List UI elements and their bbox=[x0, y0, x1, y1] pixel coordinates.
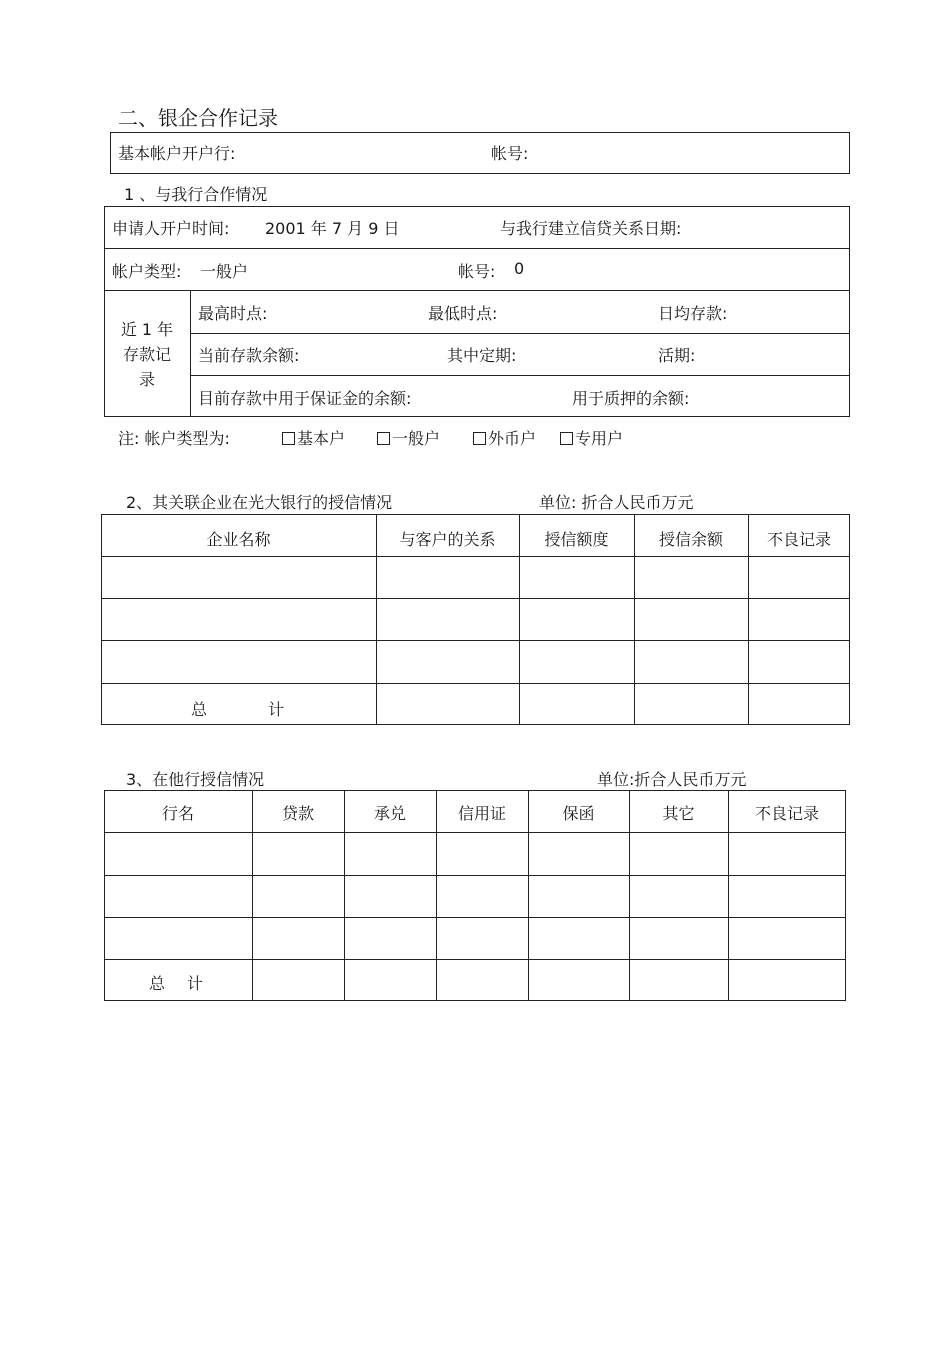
checkbox-label: 一般户 bbox=[392, 429, 441, 448]
account-type-label: 帐户类型: bbox=[112, 262, 182, 281]
s1-row-line bbox=[104, 290, 850, 291]
s3-row-line bbox=[104, 832, 846, 833]
section-title: 二、银企合作记录 bbox=[118, 106, 278, 130]
checkbox-foreign[interactable] bbox=[473, 426, 536, 449]
s2-header-cell: 不良记录 bbox=[766, 530, 831, 549]
s2-total-label: 总 bbox=[191, 700, 208, 719]
s2-unit: 单位: 折合人民币万元 bbox=[539, 493, 694, 512]
pledge-balance-label: 用于质押的余额: bbox=[572, 389, 690, 408]
s1-row-line bbox=[104, 248, 850, 249]
checkbox-label: 外币户 bbox=[488, 429, 537, 448]
credit-date-label: 与我行建立信贷关系日期: bbox=[500, 219, 682, 238]
s2-title: 2、其关联企业在光大银行的授信情况 bbox=[126, 493, 393, 512]
max-point-label: 最高时点: bbox=[198, 304, 268, 323]
s1-row-line bbox=[190, 333, 850, 334]
deposit-record-line: 存款记 bbox=[122, 345, 171, 364]
s3-header-cell: 贷款 bbox=[281, 804, 314, 823]
s3-header-cell: 行名 bbox=[161, 804, 194, 823]
s2-row-line bbox=[101, 556, 850, 557]
open-date-value: 2001 年 7 月 9 日 bbox=[265, 219, 400, 238]
fixed-term-label: 其中定期: bbox=[447, 346, 517, 365]
s2-header-cell: 授信额度 bbox=[544, 530, 609, 549]
s3-header-cell: 保函 bbox=[562, 804, 595, 823]
account-no-value: 0 bbox=[514, 259, 525, 278]
s1-title: 1 、与我行合作情况 bbox=[124, 185, 268, 204]
s3-row-line bbox=[104, 875, 846, 876]
s2-row-line bbox=[101, 683, 850, 684]
account-no-label: 帐号: bbox=[458, 262, 496, 281]
min-point-label: 最低时点: bbox=[428, 304, 498, 323]
deposit-record-label bbox=[104, 317, 190, 392]
checkbox-special[interactable] bbox=[560, 426, 623, 449]
daily-avg-label: 日均存款: bbox=[658, 304, 728, 323]
s3-header-cell: 不良记录 bbox=[754, 804, 819, 823]
checkbox-box[interactable] bbox=[377, 432, 390, 445]
demand-label: 活期: bbox=[658, 346, 696, 365]
s1-row-line bbox=[190, 375, 850, 376]
s3-row-line bbox=[104, 917, 846, 918]
account-type-value: 一般户 bbox=[200, 262, 249, 281]
checkbox-box[interactable] bbox=[473, 432, 486, 445]
checkbox-basic[interactable] bbox=[282, 426, 345, 449]
s3-header-cell: 信用证 bbox=[457, 804, 506, 823]
current-balance-label: 当前存款余额: bbox=[198, 346, 300, 365]
s3-unit: 单位:折合人民币万元 bbox=[597, 770, 747, 789]
s2-header-cell: 与客户的关系 bbox=[399, 530, 496, 549]
basic-account-label: 帐号: bbox=[491, 144, 529, 163]
s2-row-line bbox=[101, 640, 850, 641]
s1-col-line bbox=[190, 290, 191, 417]
checkbox-label: 基本户 bbox=[297, 429, 346, 448]
checkbox-label: 专用户 bbox=[575, 429, 624, 448]
s3-header-cell: 其它 bbox=[662, 804, 695, 823]
checkbox-box[interactable] bbox=[560, 432, 573, 445]
open-date-label: 申请人开户时间: bbox=[112, 219, 230, 238]
s3-row-line bbox=[104, 959, 846, 960]
basic-bank-label: 基本帐户开户行: bbox=[118, 144, 236, 163]
margin-balance-label: 目前存款中用于保证金的余额: bbox=[198, 389, 412, 408]
s3-total-label: 总 bbox=[149, 974, 166, 993]
note-prefix: 注: 帐户类型为: bbox=[118, 429, 230, 448]
s3-header-cell: 承兑 bbox=[373, 804, 406, 823]
s2-header-cell: 企业名称 bbox=[206, 530, 271, 549]
deposit-record-line: 近 1 年 bbox=[120, 320, 174, 339]
checkbox-general[interactable] bbox=[377, 426, 440, 449]
s2-row-line bbox=[101, 598, 850, 599]
deposit-record-line: 录 bbox=[138, 370, 155, 389]
s2-header-cell: 授信余额 bbox=[658, 530, 723, 549]
s3-total-label: 计 bbox=[187, 974, 204, 993]
s2-total-label: 计 bbox=[268, 700, 285, 719]
checkbox-box[interactable] bbox=[282, 432, 295, 445]
s3-title: 3、在他行授信情况 bbox=[126, 770, 265, 789]
